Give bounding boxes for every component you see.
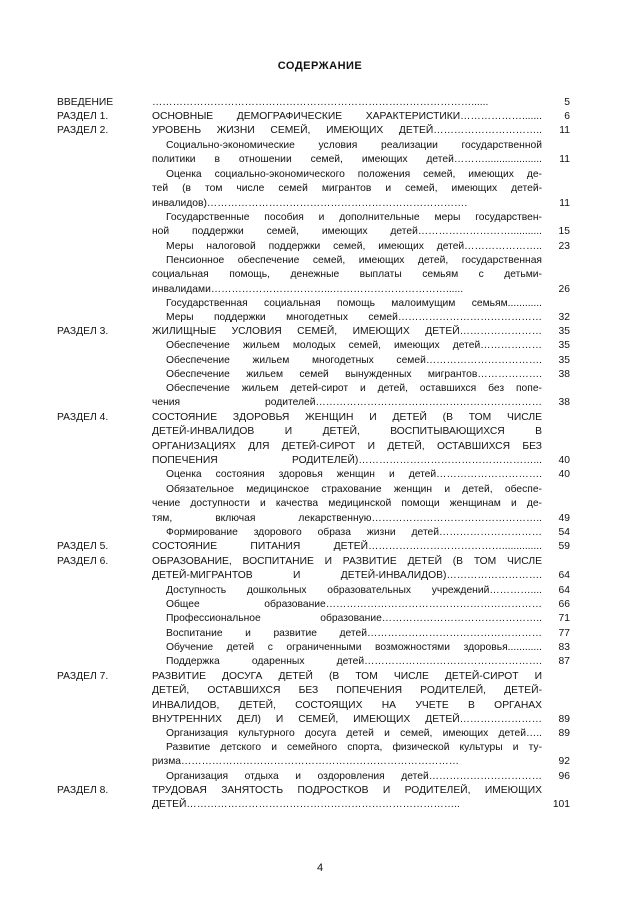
entry-line: ДЕТЕЙ-МИГРАНТОВ И ДЕТЕЙ-ИНВАЛИДОВ)………………………. xyxy=(152,570,542,582)
entry-title xyxy=(152,555,542,584)
entry-line: Воспитание и развитие детей…………………………………………… xyxy=(166,628,542,639)
entry-line: …………………………………………………………………………………...... xyxy=(152,97,489,108)
page-ref: 89 xyxy=(558,714,570,726)
page-ref: 54 xyxy=(558,527,570,538)
entry-title xyxy=(152,368,542,382)
entry-title xyxy=(152,124,542,138)
entry-title xyxy=(152,110,542,124)
entry-line: Организация отдыха и оздоровления детей…………………………… xyxy=(166,771,542,782)
section-label: РАЗДЕЛ 1. xyxy=(57,111,109,122)
entry-line: Оценка социально-экономического положения семей, имеющих де- xyxy=(166,169,542,180)
page-number: 4 xyxy=(316,862,324,874)
entry-title xyxy=(152,526,542,540)
entry-line: политики в отношении семей, имеющих детей……….................... xyxy=(152,154,542,166)
entry-line: ДЕТЕЙ…………………………………………………………………….. xyxy=(152,799,460,811)
entry-title xyxy=(152,382,542,411)
entry-line: Обеспечение жильем детей-сирот и детей, оставшихся без попе- xyxy=(166,383,542,394)
page-ref: 35 xyxy=(558,326,570,337)
entry-line: ВНУТРЕННИХ ДЕЛ) И СЕМЕЙ, ИМЕЮЩИХ ДЕТЕЙ…………………… xyxy=(152,714,542,726)
entry-title xyxy=(152,325,542,339)
entry-line: Формирование здорового образа жизни детей………………………… xyxy=(166,527,542,538)
entry-title xyxy=(152,784,542,813)
entry-title xyxy=(152,254,542,297)
entry-line: ЖИЛИЩНЫЕ УСЛОВИЯ СЕМЕЙ, ИМЕЮЩИХ ДЕТЕЙ…………………… xyxy=(152,326,542,337)
entry-title xyxy=(152,168,542,211)
entry-line: ОБРАЗОВАНИЕ, ВОСПИТАНИЕ И РАЗВИТИЕ ДЕТЕЙ (В ТОМ ЧИСЛЕ xyxy=(152,556,542,567)
entry-line: Обязательное медицинское страхование женщин и детей, обеспе- xyxy=(166,484,542,495)
entry-title xyxy=(152,584,542,598)
entry-line: СОСТОЯНИЕ ПИТАНИЯ ДЕТЕЙ………………………………….............. xyxy=(152,541,542,552)
section-label: РАЗДЕЛ 6. xyxy=(57,556,109,567)
entry-line: Государственная социальная помощь малоимущим семьям............ xyxy=(166,298,542,309)
entry-title xyxy=(152,468,542,482)
entry-line: ОСНОВНЫЕ ДЕМОГРАФИЧЕСКИЕ ХАРАКТЕРИСТИКИ………………....... xyxy=(152,111,542,122)
entry-title xyxy=(152,339,542,353)
entry-line: Меры налоговой поддержки семей, имеющих детей………………….. xyxy=(166,241,542,252)
page-ref: 64 xyxy=(558,585,570,596)
entry-line: Обучение детей с ограниченными возможностями здоровья............ xyxy=(166,642,542,653)
section-label: ВВЕДЕНИЕ xyxy=(57,97,114,108)
entry-title xyxy=(152,354,542,368)
entry-line: ИНВАЛИДОВ, ДЕТЕЙ, СОСТОЯЩИХ НА УЧЕТЕ В ОРГАНАХ xyxy=(152,699,542,711)
entry-line: чение доступности и качества медицинской помощи женщинам и де- xyxy=(152,498,542,510)
page-ref: 11 xyxy=(559,125,570,136)
entry-line: УРОВЕНЬ ЖИЗНИ СЕМЕЙ, ИМЕЮЩИХ ДЕТЕЙ………………………….. xyxy=(152,125,542,136)
entry-line: Оценка состояния здоровья женщин и детей…………………………. xyxy=(166,469,542,480)
entry-title xyxy=(152,670,542,728)
entry-title xyxy=(152,96,542,110)
entry-line: инвалидами……………………………...……………………………...... xyxy=(152,283,464,295)
page-ref: 64 xyxy=(558,570,570,582)
entry-line: ной поддержки семей, имеющих детей………………………........... xyxy=(152,226,542,238)
page-ref: 49 xyxy=(558,512,570,524)
page-ref: 38 xyxy=(558,397,570,409)
entry-line: ОРГАНИЗАЦИЯХ ДЛЯ ДЕТЕЙ-СИРОТ И ДЕТЕЙ, ОСТАВШИХСЯ БЕЗ xyxy=(152,440,542,452)
entry-line: Пенсионное обеспечение семей, имеющих детей, государственная xyxy=(166,255,542,266)
page-ref: 92 xyxy=(558,756,570,768)
page-ref: 26 xyxy=(558,283,570,295)
entry-line: ТРУДОВАЯ ЗАНЯТОСТЬ ПОДРОСТКОВ И РОДИТЕЛЕЙ, ИМЕЮЩИХ xyxy=(152,785,542,796)
entry-title xyxy=(152,612,542,626)
page-ref: 32 xyxy=(558,312,570,323)
entry-line: РАЗВИТИЕ ДОСУГА ДЕТЕЙ (В ТОМ ЧИСЛЕ ДЕТЕЙ-СИРОТ И xyxy=(152,671,542,682)
entry-line: социальная помощь, денежные выплаты семьям с детьми- xyxy=(152,269,542,281)
entry-line: ризма……………………………………………………………………… xyxy=(152,756,460,768)
entry-line: СОСТОЯНИЕ ЗДОРОВЬЯ ЖЕНЩИН И ДЕТЕЙ (В ТОМ ЧИСЛЕ xyxy=(152,412,542,423)
entry-line: Обеспечение жильем молодых семей, имеющих детей……………… xyxy=(166,340,542,351)
page-ref: 5 xyxy=(564,97,570,108)
page-ref: 71 xyxy=(558,613,570,624)
entry-line: тям, включая лекарственную………………………………………….. xyxy=(152,512,542,524)
section-label: РАЗДЕЛ 8. xyxy=(57,785,109,796)
entry-title xyxy=(152,540,542,554)
entry-line: ДЕТЕЙ, ОСТАВШИХСЯ БЕЗ ПОПЕЧЕНИЯ РОДИТЕЛЕЙ, ДЕТЕЙ- xyxy=(152,685,542,697)
entry-line: Развитие детского и семейного спорта, физической культуры и ту- xyxy=(166,742,542,753)
entry-title xyxy=(152,411,542,469)
entry-line: Меры поддержки многодетных семей…………………………………… xyxy=(166,312,542,323)
page-ref: 77 xyxy=(558,628,570,639)
entry-line: ПОПЕЧЕНИЯ РОДИТЕЛЕЙ)……………………………………………... xyxy=(152,455,542,467)
page-ref: 96 xyxy=(558,771,570,782)
entry-line: тей (в том числе семей мигрантов и семей, имеющих детей- xyxy=(152,183,542,195)
entry-line: Обеспечение жильем многодетных семей……………………………. xyxy=(166,355,542,366)
entry-title xyxy=(152,297,542,311)
entry-line: Общее образование……………………………………………………… xyxy=(166,599,542,610)
entry-title xyxy=(152,741,542,770)
entry-line: Обеспечение жильем семей вынужденных мигрантов………………. xyxy=(166,369,542,380)
page-ref: 66 xyxy=(558,599,570,610)
page-ref: 6 xyxy=(564,111,570,122)
entry-line: чения родителей………………………………………………………… xyxy=(152,397,542,409)
entry-title xyxy=(152,655,542,669)
entry-title xyxy=(152,598,542,612)
page-ref: 11 xyxy=(559,154,570,166)
section-label: РАЗДЕЛ 4. xyxy=(57,412,109,423)
page-ref: 35 xyxy=(558,340,570,351)
page-ref: 87 xyxy=(558,656,570,667)
entry-title xyxy=(152,483,542,526)
entry-title xyxy=(152,240,542,254)
entry-title xyxy=(152,211,542,240)
page-ref: 38 xyxy=(558,369,570,380)
entry-title xyxy=(152,311,542,325)
entry-line: Доступность дошкольных образовательных учреждений………….... xyxy=(166,585,542,596)
page-ref: 40 xyxy=(558,455,570,467)
entry-line: Поддержка одаренных детей……………………………………………. xyxy=(166,656,542,667)
page-ref: 11 xyxy=(559,197,570,209)
page-ref: 35 xyxy=(558,355,570,366)
entry-line: ДЕТЕЙ-ИНВАЛИДОВ И ДЕТЕЙ, ВОСПИТЫВАЮЩИХСЯ В xyxy=(152,426,542,438)
entry-title xyxy=(152,139,542,168)
section-label: РАЗДЕЛ 7. xyxy=(57,671,109,682)
section-label: РАЗДЕЛ 5. xyxy=(57,541,109,552)
page-ref: 83 xyxy=(558,642,570,653)
entry-title xyxy=(152,641,542,655)
section-label: РАЗДЕЛ 2. xyxy=(57,125,109,136)
page-ref: 40 xyxy=(558,469,570,480)
section-label: РАЗДЕЛ 3. xyxy=(57,326,109,337)
page-ref: 15 xyxy=(558,226,570,238)
page-ref: 59 xyxy=(558,541,570,552)
entry-line: Государственные пособия и дополнительные меры государствен- xyxy=(166,212,542,223)
page-ref: 89 xyxy=(558,728,570,739)
entry-title xyxy=(152,770,542,784)
entry-line: инвалидов)…………………………………………………………………. xyxy=(152,197,468,209)
entry-title xyxy=(152,727,542,741)
entry-title xyxy=(152,627,542,641)
page-ref: 23 xyxy=(558,241,570,252)
entry-line: Профессиональное образование……………………………………….. xyxy=(166,613,542,624)
page-title: СОДЕРЖАНИЕ xyxy=(277,60,363,72)
page-ref: 101 xyxy=(552,799,570,811)
entry-line: Организация культурного досуга детей и семей, имеющих детей….. xyxy=(166,728,542,739)
entry-line: Социально-экономические условия реализации государственной xyxy=(166,140,542,151)
